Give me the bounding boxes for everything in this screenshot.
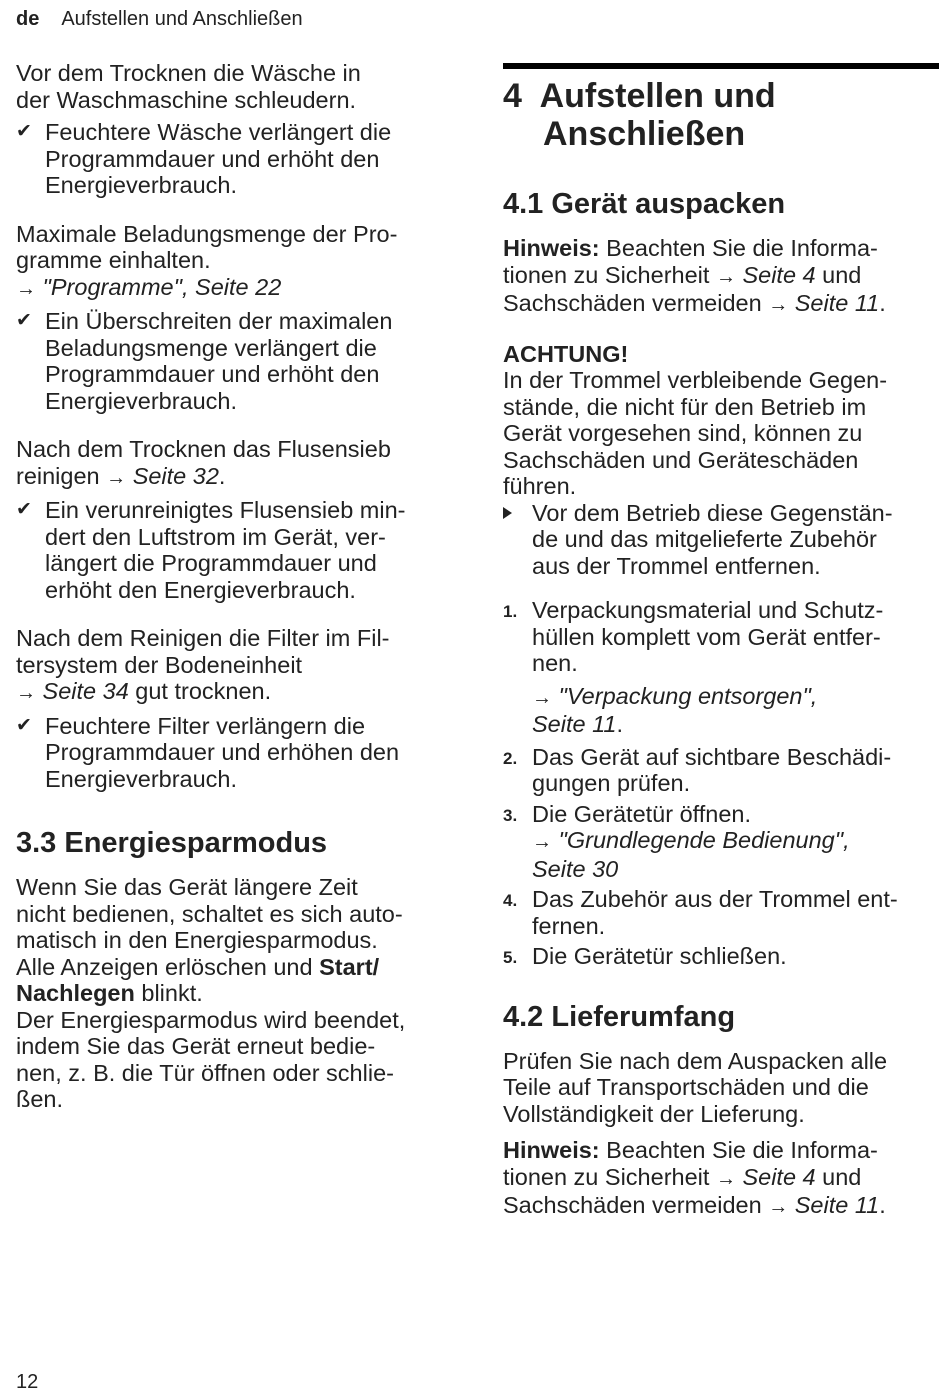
- step-5: 5. Die Gerätetür schließen.: [503, 943, 787, 969]
- step-2: 2. Das Gerät auf sichtbare Beschädi- gungen prüfen.: [503, 743, 892, 796]
- section-heading-4-1: 4.1 Gerät auspacken: [503, 188, 786, 220]
- reference-link[interactable]: Seite 32: [132, 462, 219, 489]
- check-icon: ✔: [16, 714, 32, 736]
- section-heading-4-2: 4.2 Lieferumfang: [503, 1000, 736, 1033]
- note-paragraph: Hinweis: Beachten Sie die Informa- tionen zu Sicherheit → Seite 4 und Sachschäden vermeiden → Seite 11.: [503, 235, 886, 316]
- reference-link[interactable]: Seite 11: [532, 711, 617, 737]
- reference-link[interactable]: Seite 34: [42, 678, 129, 704]
- note-paragraph-2: Hinweis: Beachten Sie die Informa- tionen zu Sicherheit → Seite 4 und Sachschäden vermeiden → Seite 11.: [503, 1137, 886, 1218]
- right-column: [503, 63, 939, 1221]
- arrow-icon: →: [106, 466, 127, 489]
- step-4: 4. Das Zubehör aus der Trommel ent- fernen.: [503, 886, 898, 939]
- page-header: [16, 8, 303, 31]
- arrow-icon: →: [768, 1196, 789, 1218]
- paragraph-lint-filter: Nach dem Trocknen das Flusensieb reinigen → Seite 32.: [16, 436, 391, 489]
- paragraph-energy-saving: Wenn Sie das Gerät längere Zeit nicht bedienen, schaltet es sich auto- matisch in den Energiesparmodus. Alle Anzeigen erlöschen und Start/ Nachlegen blinkt. Der Energiesparmodus wird beendet, indem Sie das Gerät erneut bedie- nen, z. B. die Tür öffnen oder schlie- ßen.: [16, 874, 406, 1112]
- arrow-icon: →: [715, 1167, 736, 1190]
- instruction-item: Vor dem Betrieb diese Gegenstän- de und das mitgelieferte Zubehör aus der Trommel entfernen.: [503, 500, 939, 580]
- page-number: 12: [16, 1371, 39, 1393]
- header-title: Aufstellen und Anschließen: [61, 8, 303, 30]
- reference-link[interactable]: Seite 4: [742, 261, 816, 288]
- delivery-paragraph: Prüfen Sie nach dem Auspacken alle Teile auf Transportschäden und die Vollständigkeit der Lieferung.: [503, 1047, 888, 1127]
- reference-link[interactable]: "Programme", Seite 22: [42, 273, 282, 300]
- chapter-title: 4 Aufstellen und Anschließen: [503, 77, 776, 153]
- paragraph-spin: Vor dem Trocknen die Wäsche in der Waschmaschine schleudern.: [16, 60, 361, 113]
- reference-link[interactable]: Seite 11: [794, 290, 880, 316]
- paragraph-filter-dry: Nach dem Reinigen die Filter im Fil- tersystem der Bodeneinheit → Seite 34 gut trocknen.: [16, 625, 390, 704]
- warning-paragraph: ACHTUNG! In der Trommel verbleibende Gegen- stände, die nicht für den Betrieb im Gerät vorgesehen sind, können zu Sachschäden und Geräteschäden führen.: [503, 340, 888, 499]
- step-1: 1. Verpackungsmaterial und Schutz- hüllen komplett vom Gerät entfer- nen. → "Verpackung entsorgen", Seite 11.: [503, 597, 884, 737]
- check-icon: ✔: [16, 121, 32, 142]
- arrow-icon: →: [532, 831, 552, 853]
- check-item-filter: ✔ Feuchtere Filter verlängern die Programmdauer und erhöhen den Energieverbrauch.: [16, 712, 400, 792]
- section-heading-3-3: 3.3 Energiesparmodus: [16, 827, 328, 859]
- chapter-rule: [503, 63, 939, 69]
- arrow-icon: →: [768, 294, 789, 316]
- check-icon: ✔: [16, 499, 32, 520]
- reference-link[interactable]: Seite 30: [532, 855, 619, 882]
- arrow-icon: →: [16, 277, 36, 300]
- arrow-icon: →: [16, 682, 36, 704]
- triangle-bullet-icon: [503, 507, 512, 519]
- left-column: [16, 60, 456, 1113]
- reference-link[interactable]: Seite 11: [794, 1192, 880, 1218]
- language-code: de: [16, 8, 40, 30]
- check-item-lint: ✔ Ein verunreinigtes Flusensieb min- dert den Luftstrom im Gerät, ver- längert die Programmdauer und erhöht den Energieverbrauch.: [16, 497, 406, 603]
- arrow-icon: →: [715, 265, 736, 288]
- reference-link[interactable]: "Grundlegende Bedienung",: [558, 827, 850, 853]
- arrow-icon: →: [532, 686, 552, 709]
- reference-link[interactable]: "Verpackung entsorgen",: [558, 682, 818, 709]
- warning-label: ACHTUNG!: [503, 340, 629, 367]
- check-item-overload: ✔ Ein Überschreiten der maximalen Beladungsmenge verlängert die Programmdauer und erhöht den Energieverbrauch.: [16, 308, 393, 414]
- paragraph-max-load: Maximale Beladungsmenge der Pro- gramme einhalten. → "Programme", Seite 22: [16, 220, 398, 300]
- check-item-moisture: ✔ Feuchtere Wäsche verlängert die Programmdauer und erhöht den Energieverbrauch.: [16, 119, 392, 198]
- check-icon: ✔: [16, 310, 32, 331]
- step-3: 3. Die Gerätetür öffnen. → "Grundlegende Bedienung", Seite 30: [503, 800, 850, 882]
- reference-link[interactable]: Seite 4: [742, 1163, 816, 1190]
